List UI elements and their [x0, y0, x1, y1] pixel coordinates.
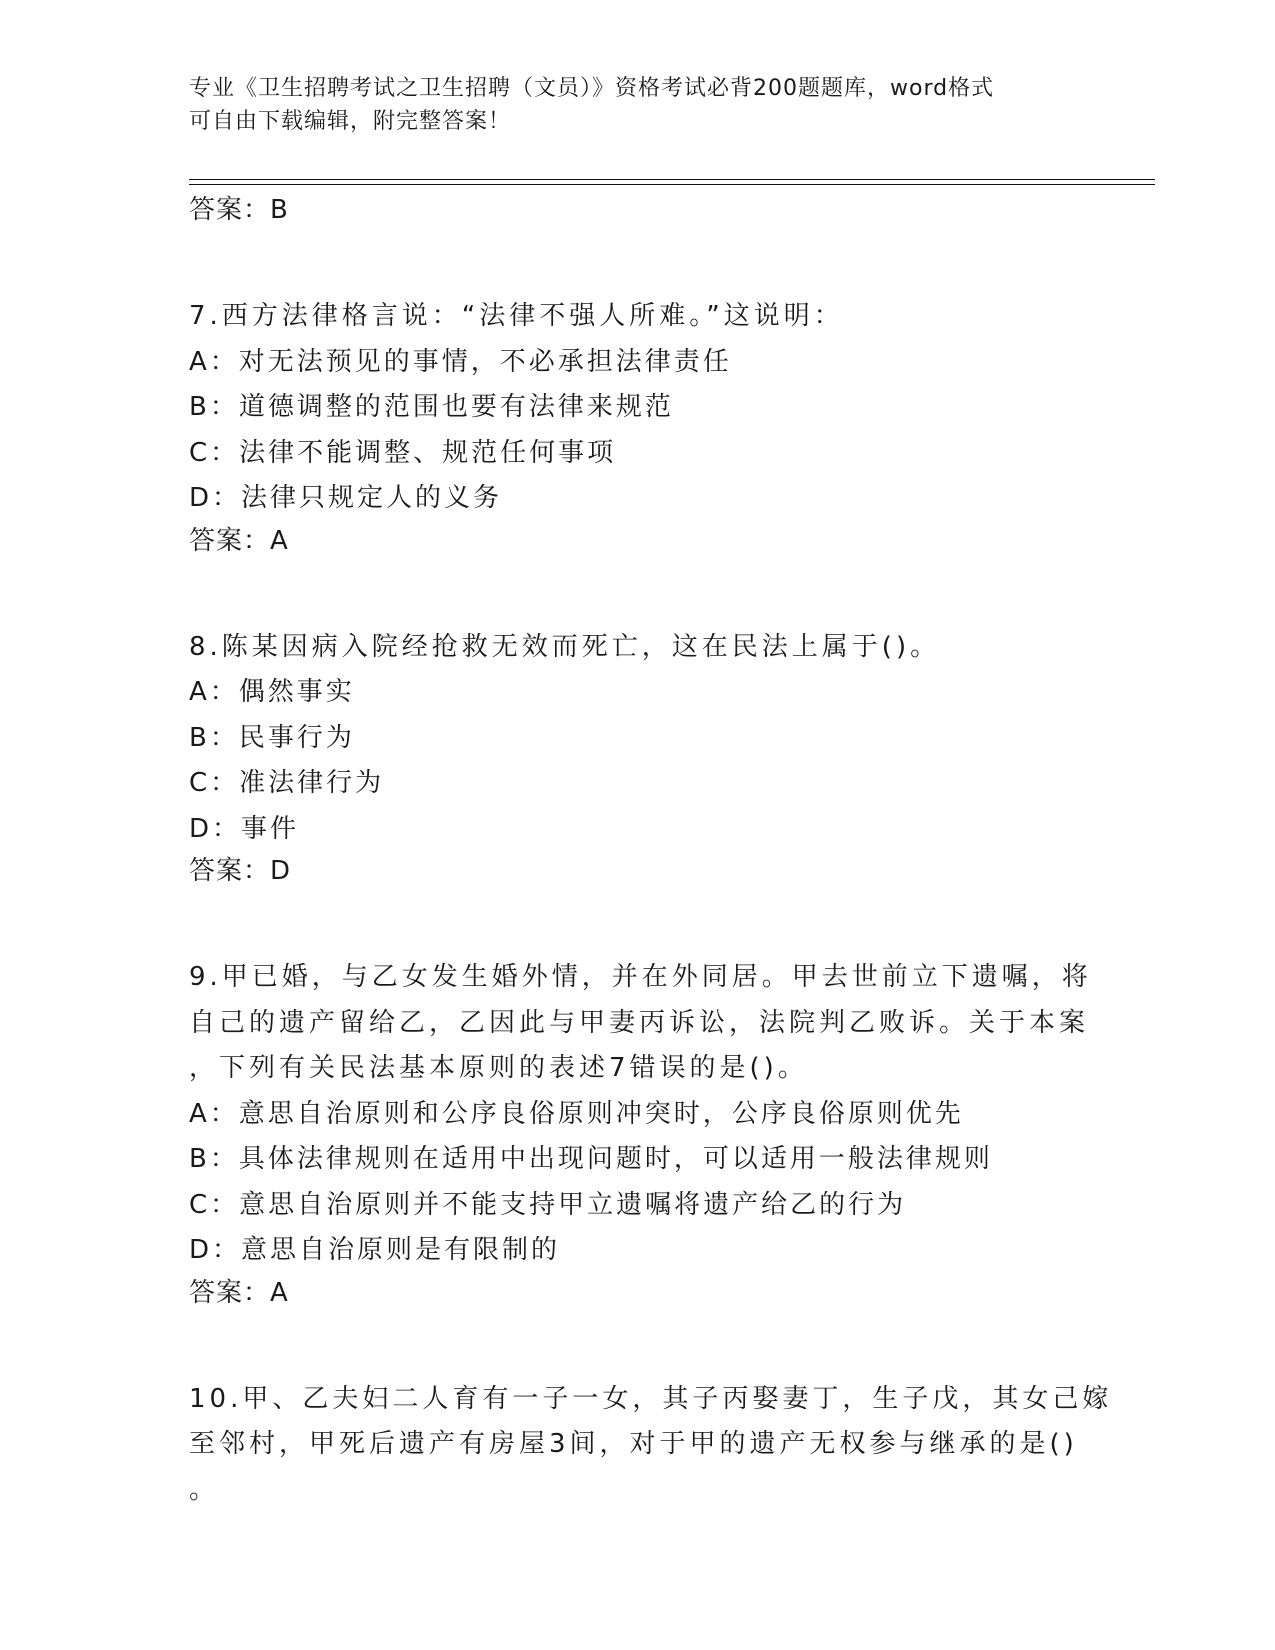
header-divider-bottom — [189, 184, 1155, 185]
question-block — [189, 625, 1089, 891]
answer-label: 答案：A — [189, 1277, 289, 1308]
question-stem-line-3: ，下列有关民法基本原则的表述7错误的是()。 — [189, 1053, 808, 1083]
header-divider-top — [189, 179, 1155, 180]
option-a: A：对无法预见的事情，不必承担法律责任 — [189, 346, 732, 377]
answer-label: 答案：A — [189, 525, 289, 556]
question-block — [189, 955, 1092, 1312]
question-stem: 8.陈某因病入院经抢救无效而死亡，这在民法上属于()。 — [189, 631, 941, 662]
document-header — [189, 72, 1089, 138]
question-stem-line-2: 自己的遗产留给乙，乙因此与甲妻丙诉讼，法院判乙败诉。关于本案 — [189, 1007, 1090, 1038]
option-d: D：法律只规定人的义务 — [189, 483, 503, 513]
option-b: B：具体法律规则在适用中出现问题时，可以适用一般法律规则 — [189, 1144, 993, 1174]
spacer — [189, 890, 1089, 955]
option-b: B：民事行为 — [189, 722, 355, 753]
option-a: A：偶然事实 — [189, 677, 355, 707]
option-d: D：事件 — [189, 813, 300, 844]
option-c: C：法律不能调整、规范任何事项 — [189, 437, 617, 468]
answer-label: 答案：D — [189, 856, 292, 886]
question-stem-line-1: 10.甲、乙夫妇二人育有一子一女，其子丙娶妻丁，生子戊，其女己嫁 — [189, 1383, 1113, 1414]
spacer — [189, 1312, 1089, 1377]
answer-label: 答案：B — [189, 195, 289, 225]
option-d: D：意思自治原则是有限制的 — [189, 1235, 561, 1265]
header-title-line-1: 专业《卫生招聘考试之卫生招聘（文员）》资格考试必背200题题库，word格式 — [189, 76, 995, 101]
header-title-line-2: 可自由下载编辑，附完整答案！ — [189, 109, 512, 134]
option-c: C：准法律行为 — [189, 768, 385, 798]
question-block — [189, 1377, 1113, 1514]
question-stem-line-1: 9.甲已婚，与乙女发生婚外情，并在外同居。甲去世前立下遗嘱，将 — [189, 962, 1092, 992]
option-c: C：意思自治原则并不能支持甲立遗嘱将遗产给乙的行为 — [189, 1189, 907, 1220]
spacer — [189, 560, 1089, 625]
option-b: B：道德调整的范围也要有法律来规范 — [189, 392, 674, 422]
option-a: A：意思自治原则和公序良俗原则冲突时，公序良俗原则优先 — [189, 1098, 964, 1129]
question-stem-line-2: 至邻村，甲死后遗产有房屋3间，对于甲的遗产无权参与继承的是() — [189, 1429, 1078, 1459]
questions-content — [189, 191, 1113, 1513]
question-stem: 7.西方法律格言说：“法律不强人所难。”这说明： — [189, 301, 844, 331]
spacer — [189, 229, 1089, 294]
question-block — [189, 294, 1089, 560]
question-stem-line-3: 。 — [189, 1474, 220, 1505]
